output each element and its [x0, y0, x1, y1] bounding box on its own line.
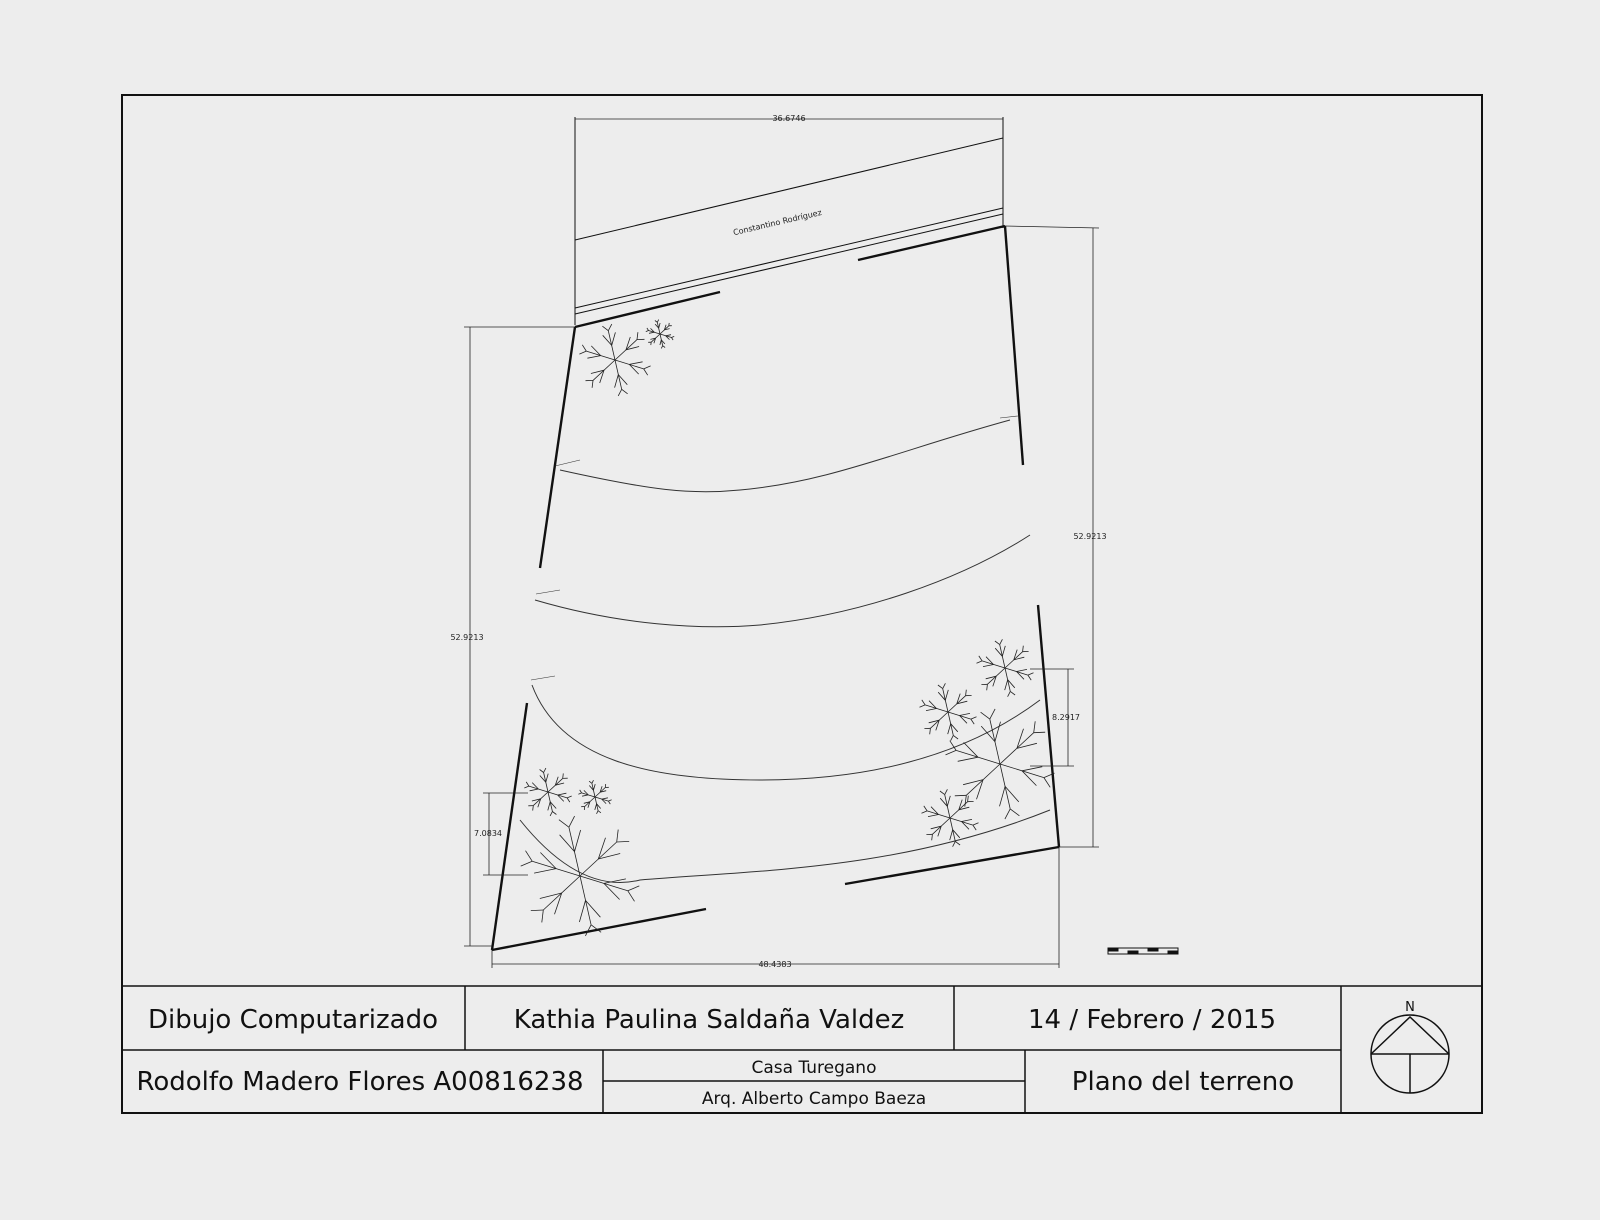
- trees-layer: [521, 320, 1055, 936]
- sheet-frame: [122, 95, 1482, 1113]
- sheet-title: Plano del terreno: [1071, 1067, 1295, 1097]
- title-block: [122, 986, 1482, 1113]
- tree-icon: [579, 324, 650, 396]
- site-plan: [450, 114, 1178, 969]
- tree-icon: [977, 639, 1034, 696]
- tree-icon: [646, 320, 674, 349]
- tree-icon: [524, 768, 571, 816]
- project-name: Casa Turegano: [751, 1058, 877, 1078]
- tree-icon: [922, 789, 979, 846]
- dim-left-height: 52.9213: [450, 633, 484, 642]
- tree-icon: [578, 780, 611, 814]
- dim-left-tree-offset: 7.0834: [474, 829, 502, 838]
- course-title: Dibujo Computarizado: [147, 1005, 439, 1035]
- dimension-lines: [464, 119, 1099, 968]
- instructor-name: Rodolfo Madero Flores A00816238: [136, 1067, 584, 1097]
- drawing-date: 14 / Febrero / 2015: [1027, 1005, 1277, 1035]
- terrace-contours: [520, 416, 1050, 883]
- architect-name: Arq. Alberto Campo Baeza: [701, 1089, 927, 1109]
- scale-bar: [1108, 948, 1178, 954]
- street-name-label: Constantino Rodríguez: [732, 207, 823, 238]
- dim-bottom-width: 48.4383: [758, 960, 792, 969]
- north-arrow-icon: [1371, 1015, 1449, 1093]
- north-label: N: [1405, 1000, 1415, 1015]
- author-name: Kathia Paulina Saldaña Valdez: [513, 1005, 905, 1035]
- dim-top-width: 36.6746: [772, 114, 806, 123]
- dim-right-height: 52.9213: [1073, 532, 1107, 541]
- tree-icon: [920, 683, 977, 740]
- dim-right-tree-offset: 8.2917: [1052, 713, 1080, 722]
- tree-icon: [521, 816, 640, 936]
